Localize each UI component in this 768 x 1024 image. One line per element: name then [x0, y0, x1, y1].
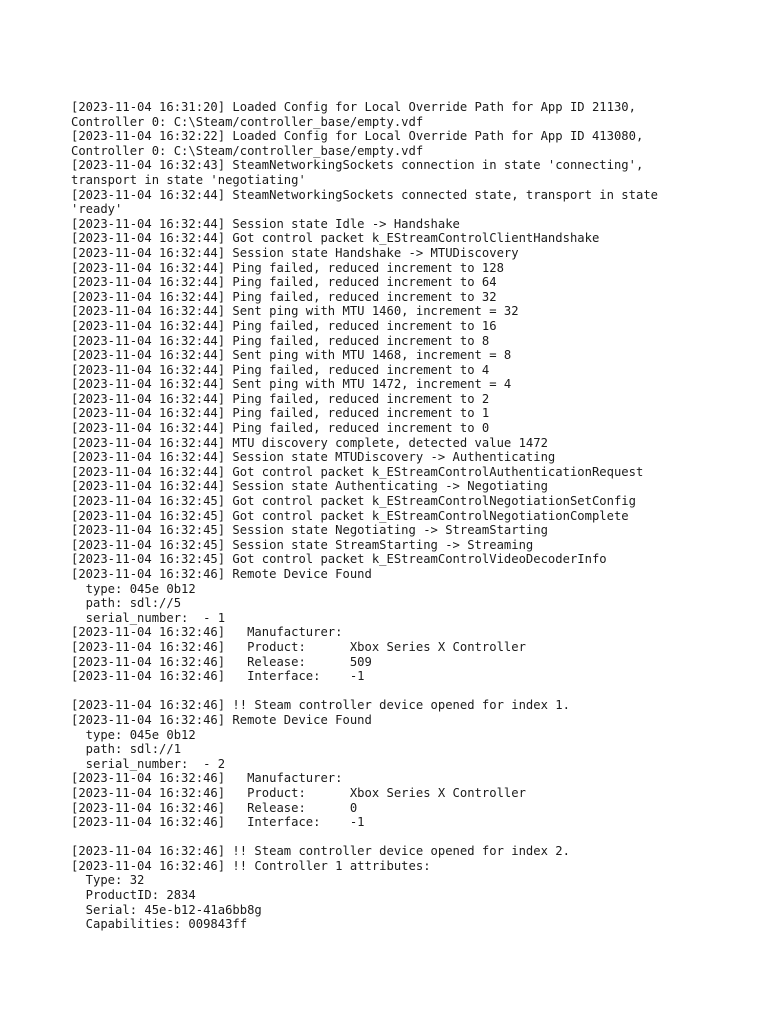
log-line: [2023-11-04 16:32:44] Session state Idle -> Handshake	[71, 216, 460, 231]
log-line: [2023-11-04 16:32:44] Session state Handshake -> MTUDiscovery	[71, 245, 519, 260]
log-line: [2023-11-04 16:32:45] Got control packet k_EStreamControlVideoDecoderInfo	[71, 552, 607, 567]
log-line: serial_number: - 2	[71, 756, 226, 771]
log-line: [2023-11-04 16:32:44] Ping failed, reduced increment to 32	[71, 289, 497, 304]
log-line: [2023-11-04 16:32:46] Remote Device Found	[71, 712, 372, 727]
log-line: [2023-11-04 16:32:44] Got control packet k_EStreamControlClientHandshake	[71, 231, 600, 246]
log-line: [2023-11-04 16:32:45] Session state Negotiating -> StreamStarting	[71, 523, 548, 538]
log-line: [2023-11-04 16:32:44] Ping failed, reduced increment to 128	[71, 260, 504, 275]
log-line: [2023-11-04 16:32:22] Loaded Config for Local Override Path for App ID 413080,	[71, 129, 644, 144]
log-text	[71, 100, 711, 932]
log-line: [2023-11-04 16:32:46] Remote Device Found	[71, 567, 372, 581]
log-line: [2023-11-04 16:32:44] Ping failed, reduced increment to 4	[71, 362, 490, 377]
log-line: [2023-11-04 16:32:44] Ping failed, reduced increment to 2	[71, 391, 490, 406]
log-line: [2023-11-04 16:32:44] Session state Authenticating -> Negotiating	[71, 479, 548, 494]
log-line: [2023-11-04 16:32:46] Release: 0	[71, 800, 358, 815]
log-line: transport in state 'negotiating'	[71, 172, 306, 187]
log-line: [2023-11-04 16:32:46] Product: Xbox Series X Controller	[71, 639, 526, 654]
log-line: [2023-11-04 16:32:45] Got control packet k_EStreamControlNegotiationComplete	[71, 508, 629, 523]
log-line: [2023-11-04 16:32:46] Product: Xbox Series X Controller	[71, 785, 526, 800]
log-line: [2023-11-04 16:32:44] Ping failed, reduced increment to 64	[71, 275, 497, 290]
log-line	[71, 830, 711, 845]
log-line: [2023-11-04 16:32:46] !! Steam controller device opened for index 1.	[71, 698, 570, 713]
log-line: [2023-11-04 16:32:46] Interface: -1	[71, 815, 365, 830]
log-line: [2023-11-04 16:32:44] Sent ping with MTU 1468, increment = 8	[71, 348, 512, 363]
log-line: [2023-11-04 16:32:44] Ping failed, reduced increment to 0	[71, 421, 490, 436]
log-line: [2023-11-04 16:32:44] Sent ping with MTU 1472, increment = 4	[71, 377, 512, 392]
log-line: ProductID: 2834	[71, 888, 196, 903]
log-line: [2023-11-04 16:32:46] !! Steam controller device opened for index 2.	[71, 844, 570, 859]
log-line: [2023-11-04 16:31:20] Loaded Config for Local Override Path for App ID 21130,	[71, 100, 636, 114]
log-line: [2023-11-04 16:32:46] Manufacturer:	[71, 625, 343, 640]
log-line: [2023-11-04 16:32:44] SteamNetworkingSockets connected state, transport in state	[71, 187, 658, 202]
log-line: [2023-11-04 16:32:44] Session state MTUDiscovery -> Authenticating	[71, 450, 556, 465]
log-line: 'ready'	[71, 202, 123, 217]
log-line: Controller 0: C:\Steam/controller_base/empty.vdf	[71, 143, 424, 158]
log-line: path: sdl://5	[71, 596, 182, 611]
log-line: [2023-11-04 16:32:45] Got control packet k_EStreamControlNegotiationSetConfig	[71, 494, 636, 509]
log-line: [2023-11-04 16:32:46] Release: 509	[71, 654, 372, 669]
log-line: [2023-11-04 16:32:44] Sent ping with MTU 1460, increment = 32	[71, 304, 519, 319]
log-line: type: 045e 0b12	[71, 581, 196, 596]
log-line: [2023-11-04 16:32:44] Ping failed, reduced increment to 8	[71, 333, 490, 348]
log-line	[71, 684, 711, 699]
log-line: [2023-11-04 16:32:44] Got control packet k_EStreamControlAuthenticationRequest	[71, 464, 644, 479]
log-line: [2023-11-04 16:32:44] Ping failed, reduced increment to 1	[71, 406, 490, 421]
log-line: Serial: 45e-b12-41a6bb8g	[71, 902, 262, 917]
log-line: [2023-11-04 16:32:46] !! Controller 1 attributes:	[71, 858, 431, 873]
log-line: [2023-11-04 16:32:46] Interface: -1	[71, 669, 365, 684]
log-line: Controller 0: C:\Steam/controller_base/empty.vdf	[71, 114, 424, 129]
log-line: type: 045e 0b12	[71, 727, 196, 742]
log-line: Capabilities: 009843ff	[71, 917, 248, 932]
log-line: [2023-11-04 16:32:44] MTU discovery complete, detected value 1472	[71, 435, 548, 450]
log-line: [2023-11-04 16:32:46] Manufacturer:	[71, 771, 343, 786]
log-line: [2023-11-04 16:32:45] Session state StreamStarting -> Streaming	[71, 537, 534, 552]
log-line: [2023-11-04 16:32:43] SteamNetworkingSockets connection in state 'connecting',	[71, 158, 644, 173]
log-line: Type: 32	[71, 873, 145, 888]
log-line: [2023-11-04 16:32:44] Ping failed, reduced increment to 16	[71, 318, 497, 333]
log-line: serial_number: - 1	[71, 610, 226, 625]
log-line: path: sdl://1	[71, 742, 182, 757]
